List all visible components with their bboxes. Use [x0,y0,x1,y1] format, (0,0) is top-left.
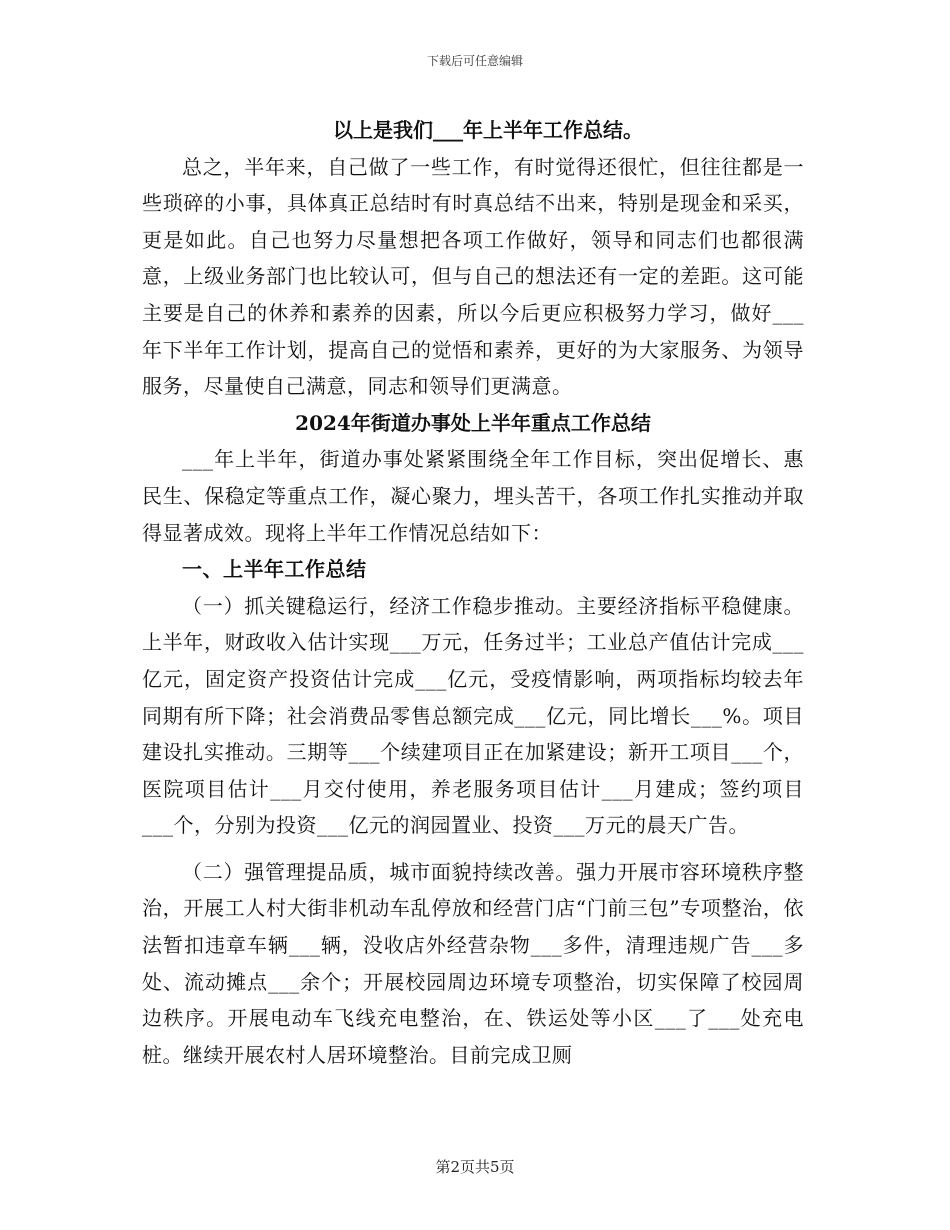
intro-paragraph: ___年上半年，街道办事处紧紧围绕全年工作目标，突出促增长、惠民生、保稳定等重点工作，凝心聚力，埋头苦干，各项工作扎实推动并取得显著成效。现将上半年工作情况总结如下： [142,447,804,545]
section-heading: 一、上半年工作总结 [182,557,367,582]
page-number: 第2页共5页 [435,1158,515,1176]
document-body [142,112,804,1073]
economy-paragraph: （一）抓关键稳运行，经济工作稳步推动。主要经济指标平稳健康。上半年，财政收入估计实现___万元，任务过半；工业总产值估计完成___亿元，固定资产投资估计完成___亿元，受疫情影响，两项指标均较去年同期有所下降；社会消费品零售总额完成___亿元，同比增长___%。项目建设扎实推动。三期等___个续建项目正在加紧建设；新开工项目___个，医院项目估计___月交付使用，养老服务项目估计___月建成；签约项目___个，分别为投资___亿元的润园置业、投资___万元的晨天广告。 [142,593,804,838]
page-header: 下载后可任意编辑 [426,54,523,68]
city-management-paragraph: （二）强管理提品质，城市面貌持续改善。强力开展市容环境秩序整治，开展工人村大街非机动车乱停放和经营门店“门前三包”专项整治，依法暂扣违章车辆___辆，没收店外经营杂物___多件，清理违规广告___多处、流动摊点___余个；开展校园周边环境专项整治，切实保障了校园周边秩序。开展电动车飞线充电整治，在、铁运处等小区___了___处充电桩。继续开展农村人居环境整治。目前完成卫厕 [142,859,804,1067]
section-summary-title: 以上是我们___年上半年工作总结。 [333,118,643,142]
summary-paragraph: 总之，半年来，自己做了一些工作，有时觉得还很忙，但往往都是一些琐碎的小事，具体真正总结时有时真总结不出来，特别是现金和采买，更是如此。自己也努力尽量想把各项工作做好，领导和同志们也都很满意，上级业务部门也比较认可，但与自己的想法还有一定的差距。这可能主要是自己的休养和素养的因素，所以今后更应积极努力学习，做好___年下半年工作计划，提高自己的觉悟和素养，更好的为大家服务、为领导服务，尽量使自己满意，同志和领导们更满意。 [142,154,804,399]
document-title: 2024年街道办事处上半年重点工作总结 [295,410,651,435]
